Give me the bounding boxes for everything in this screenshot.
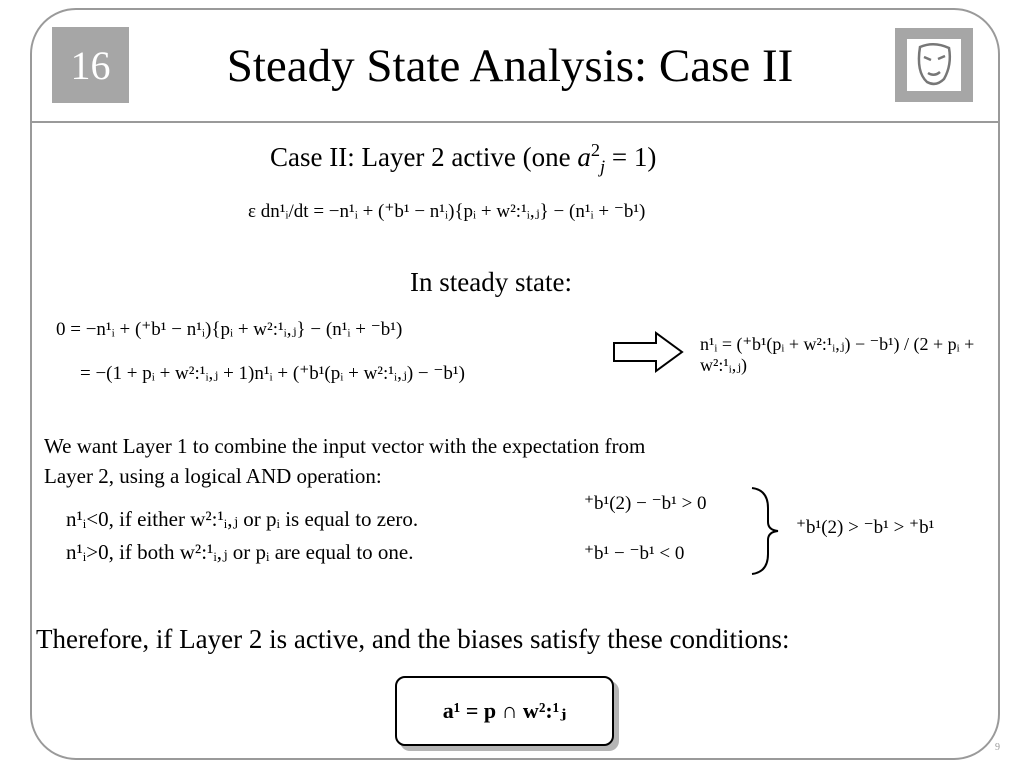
logic-condition-1: n¹ᵢ<0, if either w²:¹ᵢ,ⱼ or pᵢ is equal to zero. [66,507,419,531]
bias-combined-inequality: ⁺b¹(2) > ⁻b¹ > ⁺b¹ [796,517,935,538]
implies-arrow-icon [612,330,686,374]
logic-line1: We want Layer 1 to combine the input vector with the expectation from [44,434,646,458]
case-heading [270,140,656,177]
steady-state-heading: In steady state: [410,267,572,297]
conclusion-text: Therefore, if Layer 2 is active, and the biases satisfy these conditions: [36,624,790,654]
title-divider [30,121,1000,123]
steady-state-line2: = −(1 + pᵢ + w²:¹ᵢ,ⱼ + 1)n¹ᵢ + (⁺b¹(pᵢ + w²:¹ᵢ,ⱼ) − ⁻b¹) [80,363,465,384]
result-equation: a¹ = p ∩ w²:¹ⱼ [442,698,567,723]
case-heading-prefix: Case II: Layer 2 active (one [270,142,578,172]
steady-state-result: n¹ᵢ = (⁺b¹(pᵢ + w²:¹ᵢ,ⱼ) − ⁻b¹) / (2 + pᵢ + w²:¹ᵢ,ⱼ) [700,334,975,375]
mask-face-icon [894,27,974,103]
result-box [395,676,614,746]
logic-condition-2: n¹ᵢ>0, if both w²:¹ᵢ,ⱼ or pᵢ are equal to one. [66,540,414,564]
logic-line2: Layer 2, using a logical AND operation: [44,464,382,488]
case-heading-sub: j [600,156,606,177]
bias-inequality-1: ⁺b¹(2) − ⁻b¹ > 0 [584,493,707,514]
bias-inequality-2: ⁺b¹ − ⁻b¹ < 0 [584,543,685,564]
layer1-ode-equation: ε dn¹ᵢ/dt = −n¹ᵢ + (⁺b¹ − n¹ᵢ){pᵢ + w²:¹ᵢ,ⱼ} − (n¹ᵢ + ⁻b¹) [248,201,646,222]
page-number: 9 [995,742,1000,753]
chapter-badge [52,27,129,103]
steady-state-line1: 0 = −n¹ᵢ + (⁺b¹ − n¹ᵢ){pᵢ + w²:¹ᵢ,ⱼ} − (n¹ᵢ + ⁻b¹) [56,319,403,340]
case-heading-suffix: = 1) [605,142,657,172]
case-heading-var: a [577,142,591,172]
chapter-number: 16 [70,42,111,88]
case-heading-sup: 2 [590,140,601,160]
right-brace-icon [748,486,782,576]
slide-title: Steady State Analysis: Case II [226,40,794,92]
